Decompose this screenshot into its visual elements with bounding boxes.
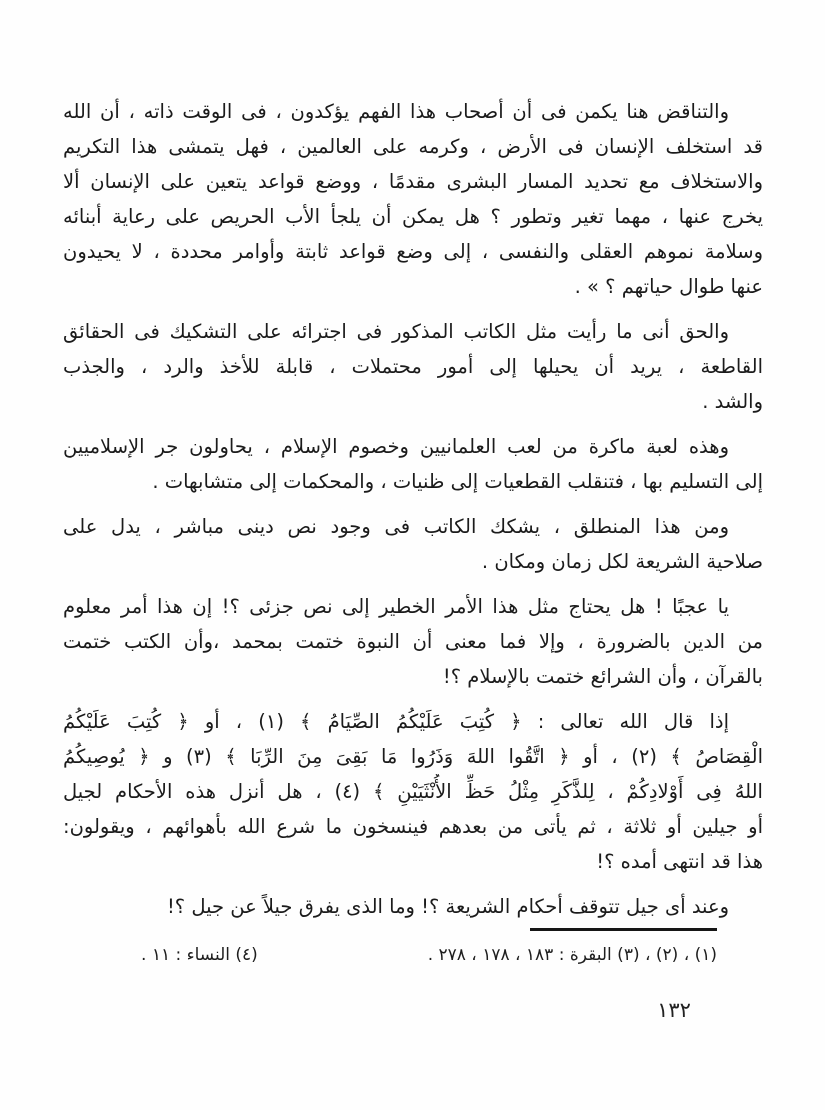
text-line: يخرج عنها ، مهما تغير وتطور ؟ هل يمكن أن يلجأ الأب الحريص على رعاية أبنائه bbox=[63, 205, 763, 228]
text-line: والتناقض هنا يكمن فى أن أصحاب هذا الفهم يؤكدون ، فى الوقت ذاته ، أن الله bbox=[63, 100, 729, 123]
body-text bbox=[63, 94, 763, 934]
text-line: قد استخلف الإنسان فى الأرض ، وكرمه على العالمين ، فهل يتمشى هذا التكريم bbox=[63, 135, 763, 158]
text-line: يا عجبًا ! هل يحتاج مثل هذا الأمر الخطير إلى نص جزئى ؟! إن هذا أمر معلوم bbox=[63, 595, 729, 618]
text-line: وعند أى جيل تتوقف أحكام الشريعة ؟! وما الذى يفرق جيلاً عن جيل ؟! bbox=[166, 895, 729, 918]
footnote-quran-refs: (١) ، (٢) ، (٣) البقرة : ١٨٣ ، ١٧٨ ، ٢٧٨ . bbox=[427, 945, 717, 965]
page-number: ١٣٢ bbox=[657, 998, 691, 1022]
text-line: بالقرآن ، وأن الشرائع ختمت بالإسلام ؟! bbox=[442, 665, 763, 688]
text-line: أو جيلين أو ثلاثة ، ثم يأتى من بعدهم فينسخون ما شرع الله بأهوائهم ، ويقولون: bbox=[63, 815, 763, 838]
text-line: إذا قال الله تعالى : ﴿ كُتِبَ عَلَيْكُمُ الصِّيَامُ ﴾ (١) ، أو ﴿ كُتِبَ عَلَيْكُمُ bbox=[63, 710, 729, 733]
footnote-divider bbox=[530, 928, 717, 931]
paragraph bbox=[63, 429, 763, 499]
text-line: والحق أنى ما رأيت مثل الكاتب المذكور فى اجترائه على التشكيك فى الحقائق bbox=[63, 320, 729, 343]
text-line: وسلامة نموهم العقلى والنفسى ، إلى وضع قواعد ثابتة وأوامر محددة ، لا يحيدون bbox=[63, 240, 763, 263]
text-line: هذا قد انتهى أمده ؟! bbox=[596, 850, 763, 873]
paragraph bbox=[63, 589, 763, 694]
paragraph bbox=[63, 889, 763, 924]
text-line: والشد . bbox=[702, 390, 763, 413]
paragraph bbox=[63, 314, 763, 419]
text-line: إلى التسليم بها ، فتنقلب القطعيات إلى ظنيات ، والمحكمات إلى متشابهات . bbox=[152, 470, 763, 493]
text-line: صلاحية الشريعة لكل زمان ومكان . bbox=[481, 550, 763, 573]
text-line: من الدين بالضرورة ، وإلا فما معنى أن النبوة ختمت بمحمد ،وأن الكتب ختمت bbox=[63, 630, 763, 653]
footnotes bbox=[63, 940, 717, 970]
text-line: القاطعة ، يريد أن يحيلها إلى أمور محتملات ، قابلة للأخذ والرد ، والجذب bbox=[63, 355, 763, 378]
text-line: وهذه لعبة ماكرة من لعب العلمانيين وخصوم الإسلام ، يحاولون جر الإسلاميين bbox=[63, 435, 729, 458]
text-line: عنها طوال حياتهم ؟ » . bbox=[574, 275, 763, 298]
paragraph bbox=[63, 509, 763, 579]
paragraph-quran-citations bbox=[63, 704, 763, 879]
paragraph bbox=[63, 94, 763, 304]
text-line: اللهُ فِى أَوْلادِكُمْ ، لِلذَّكَرِ مِثْلُ حَظِّ الأُنْثَيَيْنِ ﴾ (٤) ، هل أنزل هذه الأحكام لجيل bbox=[63, 780, 763, 803]
text-line: الْقِصَاصُ ﴾ (٢) ، أو ﴿ اتَّقُوا اللهَ وَذَرُوا مَا بَقِىَ مِنَ الرِّبَا ﴾ (٣) و ﴿ يُوصِيكُمُ bbox=[63, 745, 763, 768]
text-line: والاستخلاف مع تحديد المسار البشرى مقدمًا ، ووضع قواعد يتعين على الإنسان ألا bbox=[63, 170, 763, 193]
footnote-nisa-ref: (٤) النساء : ١١ . bbox=[141, 945, 258, 965]
text-line: ومن هذا المنطلق ، يشكك الكاتب فى وجود نص دينى مباشر ، يدل على bbox=[63, 515, 729, 538]
